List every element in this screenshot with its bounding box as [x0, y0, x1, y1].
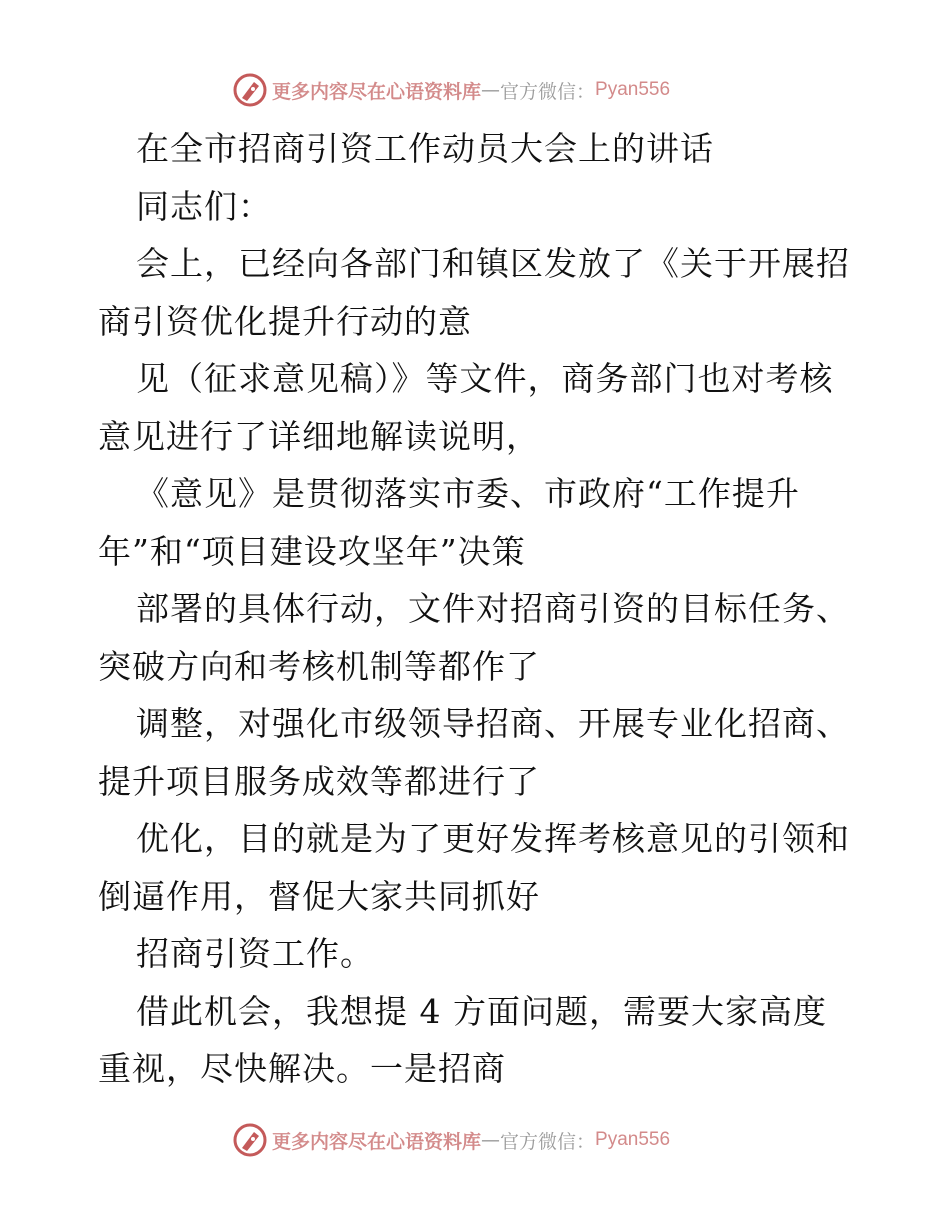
watermark-text: 更多内容尽在心语资料库 [272, 80, 482, 103]
watermark-wechat-id: Pyan556 [595, 79, 671, 100]
watermark-dash: — [481, 1129, 501, 1151]
text-line: 会上，已经向各部门和镇区发放了《关于开展招 [136, 244, 850, 283]
text-line: 提升项目服务成效等都进行了 [98, 761, 540, 801]
pen-nib-logo-icon [232, 1122, 268, 1158]
text-line: 突破方向和考核机制等都作了 [98, 646, 540, 686]
footer-watermark [232, 1120, 722, 1160]
text-line: 优化，目的就是为了更好发挥考核意见的引领和 [136, 819, 850, 858]
text-line: 意见进行了详细地解读说明， [98, 416, 540, 456]
text-line: 《意见》是贯彻落实市委、市政府“工作提升 [136, 474, 800, 513]
text-line: 年”和“项目建设攻坚年”决策 [98, 531, 526, 571]
header-watermark [232, 70, 722, 110]
watermark-dash: — [481, 79, 501, 101]
text-line: 见（征求意见稿）》等文件，商务部门也对考核 [136, 359, 834, 398]
watermark-wechat-id: Pyan556 [595, 1129, 671, 1150]
text-line: 借此机会，我想提 4 方面问题，需要大家高度 [136, 991, 827, 1031]
watermark-official-label: 官方微信： [500, 1130, 596, 1153]
text-line: 商引资优化提升行动的意 [98, 301, 472, 341]
text-line: 调整，对强化市级领导招商、开展专业化招商、 [136, 704, 850, 743]
watermark-text: 更多内容尽在心语资料库 [272, 1130, 482, 1153]
watermark-official-label: 官方微信： [500, 80, 596, 103]
text-line: 部署的具体行动，文件对招商引资的目标任务、 [136, 589, 850, 628]
salutation: 同志们： [136, 186, 272, 226]
document-title: 在全市招商引资工作动员大会上的讲话 [136, 129, 714, 168]
text-line: 倒逼作用，督促大家共同抓好 [98, 876, 540, 916]
document-body [98, 120, 858, 1098]
pen-nib-logo-icon [232, 72, 268, 108]
text-line: 招商引资工作。 [136, 934, 374, 973]
text-line: 重视，尽快解决。一是招商 [98, 1049, 506, 1088]
